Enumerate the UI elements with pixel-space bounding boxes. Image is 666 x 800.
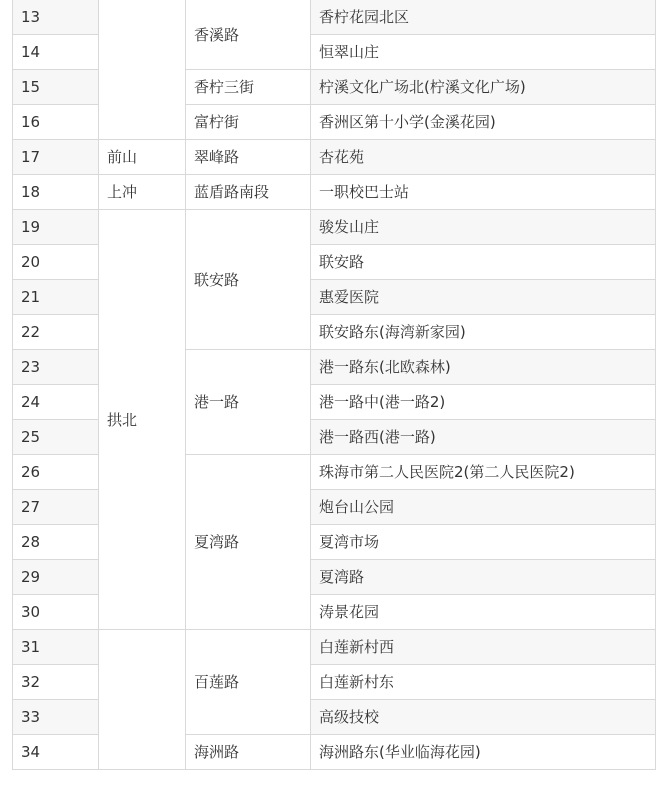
cell-area: 拱北: [99, 210, 186, 630]
table-row: [13, 0, 656, 35]
cell-road: 夏湾路: [186, 455, 311, 630]
cell-road: 百莲路: [186, 630, 311, 735]
cell-area: 前山: [99, 140, 186, 175]
cell-area: [99, 0, 186, 140]
cell-stop: 炮台山公园: [311, 490, 656, 525]
table-row: [13, 175, 656, 210]
table-row: [13, 140, 656, 175]
cell-stop: 香洲区第十小学(金溪花园): [311, 105, 656, 140]
cell-road: 海洲路: [186, 735, 311, 770]
cell-road: 港一路: [186, 350, 311, 455]
cell-number: 22: [13, 315, 99, 350]
cell-number: 28: [13, 525, 99, 560]
cell-stop: 香柠花园北区: [311, 0, 656, 35]
cell-stop: 一职校巴士站: [311, 175, 656, 210]
cell-stop: 白莲新村西: [311, 630, 656, 665]
cell-road: 富柠街: [186, 105, 311, 140]
cell-number: 24: [13, 385, 99, 420]
cell-stop: 珠海市第二人民医院2(第二人民医院2): [311, 455, 656, 490]
cell-road: 联安路: [186, 210, 311, 350]
cell-number: 33: [13, 700, 99, 735]
table-row: [13, 210, 656, 245]
cell-stop: 骏发山庄: [311, 210, 656, 245]
cell-number: 19: [13, 210, 99, 245]
cell-number: 14: [13, 35, 99, 70]
cell-stop: 港一路中(港一路2): [311, 385, 656, 420]
cell-stop: 夏湾市场: [311, 525, 656, 560]
cell-stop: 柠溪文化广场北(柠溪文化广场): [311, 70, 656, 105]
cell-number: 23: [13, 350, 99, 385]
cell-number: 31: [13, 630, 99, 665]
cell-area: [99, 630, 186, 770]
cell-road: 蓝盾路南段: [186, 175, 311, 210]
cell-number: 17: [13, 140, 99, 175]
cell-number: 25: [13, 420, 99, 455]
table-row: [13, 630, 656, 665]
cell-area: 上冲: [99, 175, 186, 210]
cell-number: 16: [13, 105, 99, 140]
bus-stop-table: [12, 0, 656, 770]
cell-number: 30: [13, 595, 99, 630]
cell-number: 29: [13, 560, 99, 595]
cell-stop: 杏花苑: [311, 140, 656, 175]
cell-stop: 联安路: [311, 245, 656, 280]
cell-number: 15: [13, 70, 99, 105]
cell-number: 13: [13, 0, 99, 35]
cell-stop: 惠爱医院: [311, 280, 656, 315]
cell-number: 34: [13, 735, 99, 770]
cell-road: 翠峰路: [186, 140, 311, 175]
cell-stop: 涛景花园: [311, 595, 656, 630]
cell-road: 香溪路: [186, 0, 311, 70]
cell-stop: 港一路西(港一路): [311, 420, 656, 455]
cell-number: 27: [13, 490, 99, 525]
cell-number: 26: [13, 455, 99, 490]
cell-number: 20: [13, 245, 99, 280]
cell-stop: 海洲路东(华业临海花园): [311, 735, 656, 770]
cell-road: 香柠三街: [186, 70, 311, 105]
cell-number: 18: [13, 175, 99, 210]
cell-stop: 白莲新村东: [311, 665, 656, 700]
cell-stop: 高级技校: [311, 700, 656, 735]
cell-stop: 恒翠山庄: [311, 35, 656, 70]
cell-stop: 联安路东(海湾新家园): [311, 315, 656, 350]
cell-stop: 港一路东(北欧森林): [311, 350, 656, 385]
cell-stop: 夏湾路: [311, 560, 656, 595]
cell-number: 21: [13, 280, 99, 315]
cell-number: 32: [13, 665, 99, 700]
